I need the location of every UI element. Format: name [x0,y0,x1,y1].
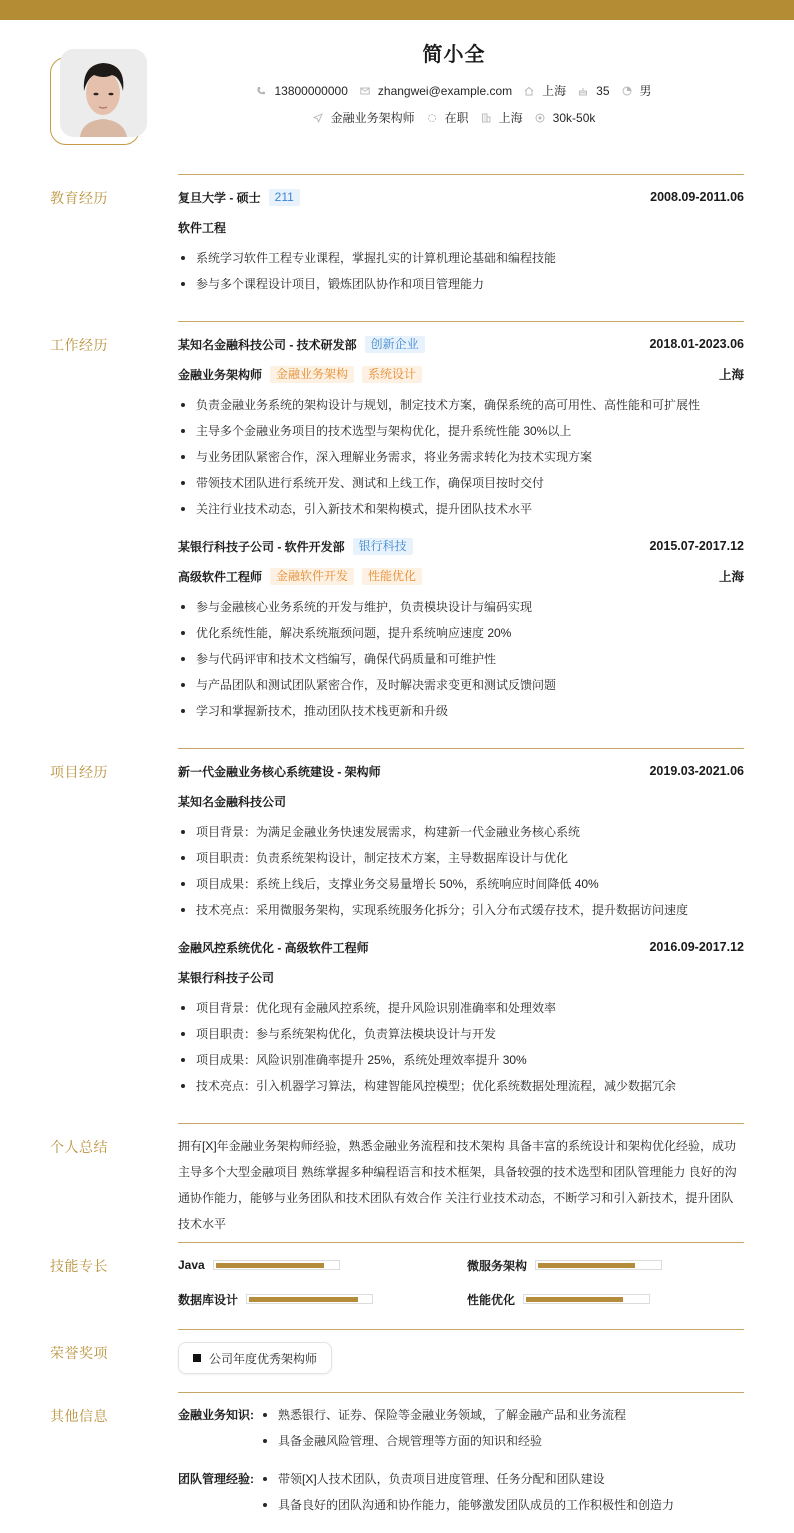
summary-text [178,1133,744,1237]
project-header [178,938,744,956]
section-divider [178,321,744,322]
skill-bar-fill [538,1263,635,1268]
list-item: 项目背景：为满足金融业务快速发展需求，构建新一代金融业务核心系统 [178,823,744,849]
school-degree: 复旦大学 - 硕士 [178,190,261,205]
list-item: 带领[X]人技术团队，负责项目进度管理、任务分配和团队建设 [260,1470,674,1496]
project-header [178,762,744,780]
education-header [178,188,744,206]
list-item: 参与代码评审和技术文档编写，确保代码质量和可维护性 [178,650,744,676]
project-company: 某知名金融科技公司 [178,795,287,809]
skill-label: 数据库设计 [178,1292,239,1307]
job-intent-row [0,109,794,126]
contact-gender [622,82,652,99]
job-role-row [178,365,744,383]
project-company: 某银行科技子公司 [178,971,275,985]
skill-bar-fill [526,1297,623,1302]
school-tag: 211 [269,189,300,206]
cake-icon [578,86,588,96]
list-item: 带领技术团队进行系统开发、测试和上线工作，确保项目按时交付 [178,474,744,500]
company-name: 某银行科技子公司 - 软件开发部 [178,539,345,554]
list-item: 与业务团队紧密合作，深入理解业务需求，将业务需求转化为技术实现方案 [178,448,744,474]
skill-database-design [178,1290,373,1308]
job-period: 2015.07-2017.12 [649,539,744,553]
status-value: 在职 [444,111,469,125]
top-accent-bar [0,0,794,20]
role-tag: 金融业务架构 [270,366,354,383]
other-label: 金融业务知识: [178,1408,254,1422]
email-value: zhangwei@example.com [377,83,513,98]
skill-label: 性能优化 [467,1292,516,1307]
gender-icon [622,86,632,96]
list-item: 项目成果：风险识别准确率提升 25%，系统处理效率提升 30% [178,1051,744,1077]
list-item: 与产品团队和测试团队紧密合作，及时解决需求变更和测试反馈问题 [178,676,744,702]
summary-line: 技术水平 [178,1217,227,1231]
candidate-name: 简小全 [422,44,486,66]
salary-icon [535,113,545,123]
position-value: 金融业务架构师 [330,111,415,125]
job-location: 上海 [718,570,744,584]
home-icon [524,86,534,96]
skill-bar [246,1294,373,1304]
summary-line: 拥有[X]年金融业务架构师经验，熟悉金融业务流程和技术架构 具备丰富的系统设计和架构优化经验，成功 [178,1139,737,1153]
skill-bar [213,1260,340,1270]
list-item: 项目成果：系统上线后，支撑业务交易量增长 50%，系统响应时间降低 40% [178,875,744,901]
skill-label: 微服务架构 [467,1258,528,1273]
job-role: 金融业务架构师 [178,367,263,382]
project-period: 2016.09-2017.12 [649,940,744,954]
project-name: 金融风控系统优化 - 高级软件工程师 [178,940,369,955]
list-item: 具备良好的团队沟通和协作能力，能够激发团队成员的工作积极性和创造力 [260,1496,674,1522]
contact-phone [256,84,347,98]
contact-age [578,84,609,98]
skill-java [178,1256,340,1274]
company-tag: 创新企业 [365,336,425,353]
award-label: 公司年度优秀架构师 [209,1351,318,1366]
job-header [178,335,744,353]
contact-location [524,82,566,99]
section-divider [178,1242,744,1243]
intent-status [427,109,469,126]
list-item: 项目职责：负责系统架构设计，制定技术方案，主导数据库设计与优化 [178,849,744,875]
skill-bar [535,1260,662,1270]
summary-line: 主导多个大型金融项目 熟练掌握多种编程语言和技术框架，具备较强的技术选型和团队管理能力 良好的沟 [178,1165,737,1179]
section-divider [178,1392,744,1393]
list-item: 具备金融风险管理、合规管理等方面的知识和经验 [260,1432,626,1458]
list-item: 熟悉银行、证券、保险等金融业务领域，了解金融产品和业务流程 [260,1406,626,1432]
mail-icon [360,86,370,96]
square-bullet-icon [193,1354,201,1362]
award-badge [178,1342,332,1374]
list-item: 参与金融核心业务系统的开发与维护，负责模块设计与编码实现 [178,598,744,624]
job-period: 2018.01-2023.06 [649,337,744,351]
section-title: 项目经历 [50,764,108,780]
phone-icon [256,86,266,96]
company-tag: 银行科技 [353,538,413,555]
project-name: 新一代金融业务核心系统建设 - 架构师 [178,764,381,779]
other-bullets [260,1470,674,1522]
section-title: 荣誉奖项 [50,1345,108,1361]
intent-position [313,109,415,126]
send-icon [313,113,323,123]
list-item: 关注行业技术动态，引入新技术和架构模式，提升团队技术水平 [178,500,744,526]
project-bullets [178,823,744,927]
gender-value: 男 [639,84,652,98]
section-title: 个人总结 [50,1139,108,1155]
location-value: 上海 [542,84,567,98]
section-divider [178,174,744,175]
list-item: 技术亮点：引入机器学习算法，构建智能风控模型；优化系统数据处理流程，减少数据冗余 [178,1077,744,1103]
skill-label: Java [178,1258,205,1272]
age-value: 35 [596,83,610,98]
education-bullets [178,249,744,301]
section-title: 教育经历 [50,190,108,206]
job-role-row [178,567,744,585]
job-header [178,537,744,555]
role-tag: 金融软件开发 [270,568,354,585]
skill-microservices [467,1256,662,1274]
intent-salary [535,111,596,125]
project-period: 2019.03-2021.06 [649,764,744,778]
list-item: 项目背景：优化现有金融风控系统，提升风险识别准确率和处理效率 [178,999,744,1025]
section-divider [178,1123,744,1124]
salary-value: 30k-50k [552,110,596,125]
company-name: 某知名金融科技公司 - 技术研发部 [178,337,357,352]
other-label: 团队管理经验: [178,1472,254,1486]
major: 软件工程 [178,221,227,235]
education-period: 2008.09-2011.06 [650,190,744,204]
city-value: 上海 [498,111,523,125]
section-title: 其他信息 [50,1408,108,1424]
list-item: 负责金融业务系统的架构设计与规划，制定技术方案，确保系统的高可用性、高性能和可扩展性 [178,396,744,422]
role-tag: 性能优化 [362,568,422,585]
status-icon [427,113,437,123]
building-icon [481,113,491,123]
job-bullets [178,598,744,728]
list-item: 技术亮点：采用微服务架构，实现系统服务化拆分；引入分布式缓存技术，提升数据访问速度 [178,901,744,927]
list-item: 项目职责：参与系统架构优化，负责算法模块设计与开发 [178,1025,744,1051]
other-bullets [260,1406,626,1458]
section-divider [178,1329,744,1330]
role-tag: 系统设计 [362,366,422,383]
list-item: 学习和掌握新技术，推动团队技术栈更新和升级 [178,702,744,728]
skill-bar-fill [216,1263,324,1268]
summary-line: 通协作能力，能够与业务团队和技术团队有效合作 关注行业技术动态，不断学习和引入新技术，提升团队 [178,1191,734,1205]
list-item: 系统学习软件工程专业课程，掌握扎实的计算机理论基础和编程技能 [178,249,744,275]
skill-performance [467,1290,650,1308]
list-item: 参与多个课程设计项目，锻炼团队协作和项目管理能力 [178,275,744,301]
intent-city [481,109,523,126]
section-title: 技能专长 [50,1258,108,1274]
section-title: 工作经历 [50,337,108,353]
skill-bar [523,1294,650,1304]
contact-email [360,84,512,98]
contact-info-row [0,82,794,99]
section-divider [178,748,744,749]
list-item: 优化系统性能，解决系统瓶颈问题，提升系统响应速度 20% [178,624,744,650]
job-bullets [178,396,744,526]
list-item: 主导多个金融业务项目的技术选型与架构优化，提升系统性能 30%以上 [178,422,744,448]
project-bullets [178,999,744,1103]
phone-value: 13800000000 [274,83,348,98]
job-role: 高级软件工程师 [178,569,263,584]
skill-bar-fill [249,1297,358,1302]
job-location: 上海 [718,368,744,382]
